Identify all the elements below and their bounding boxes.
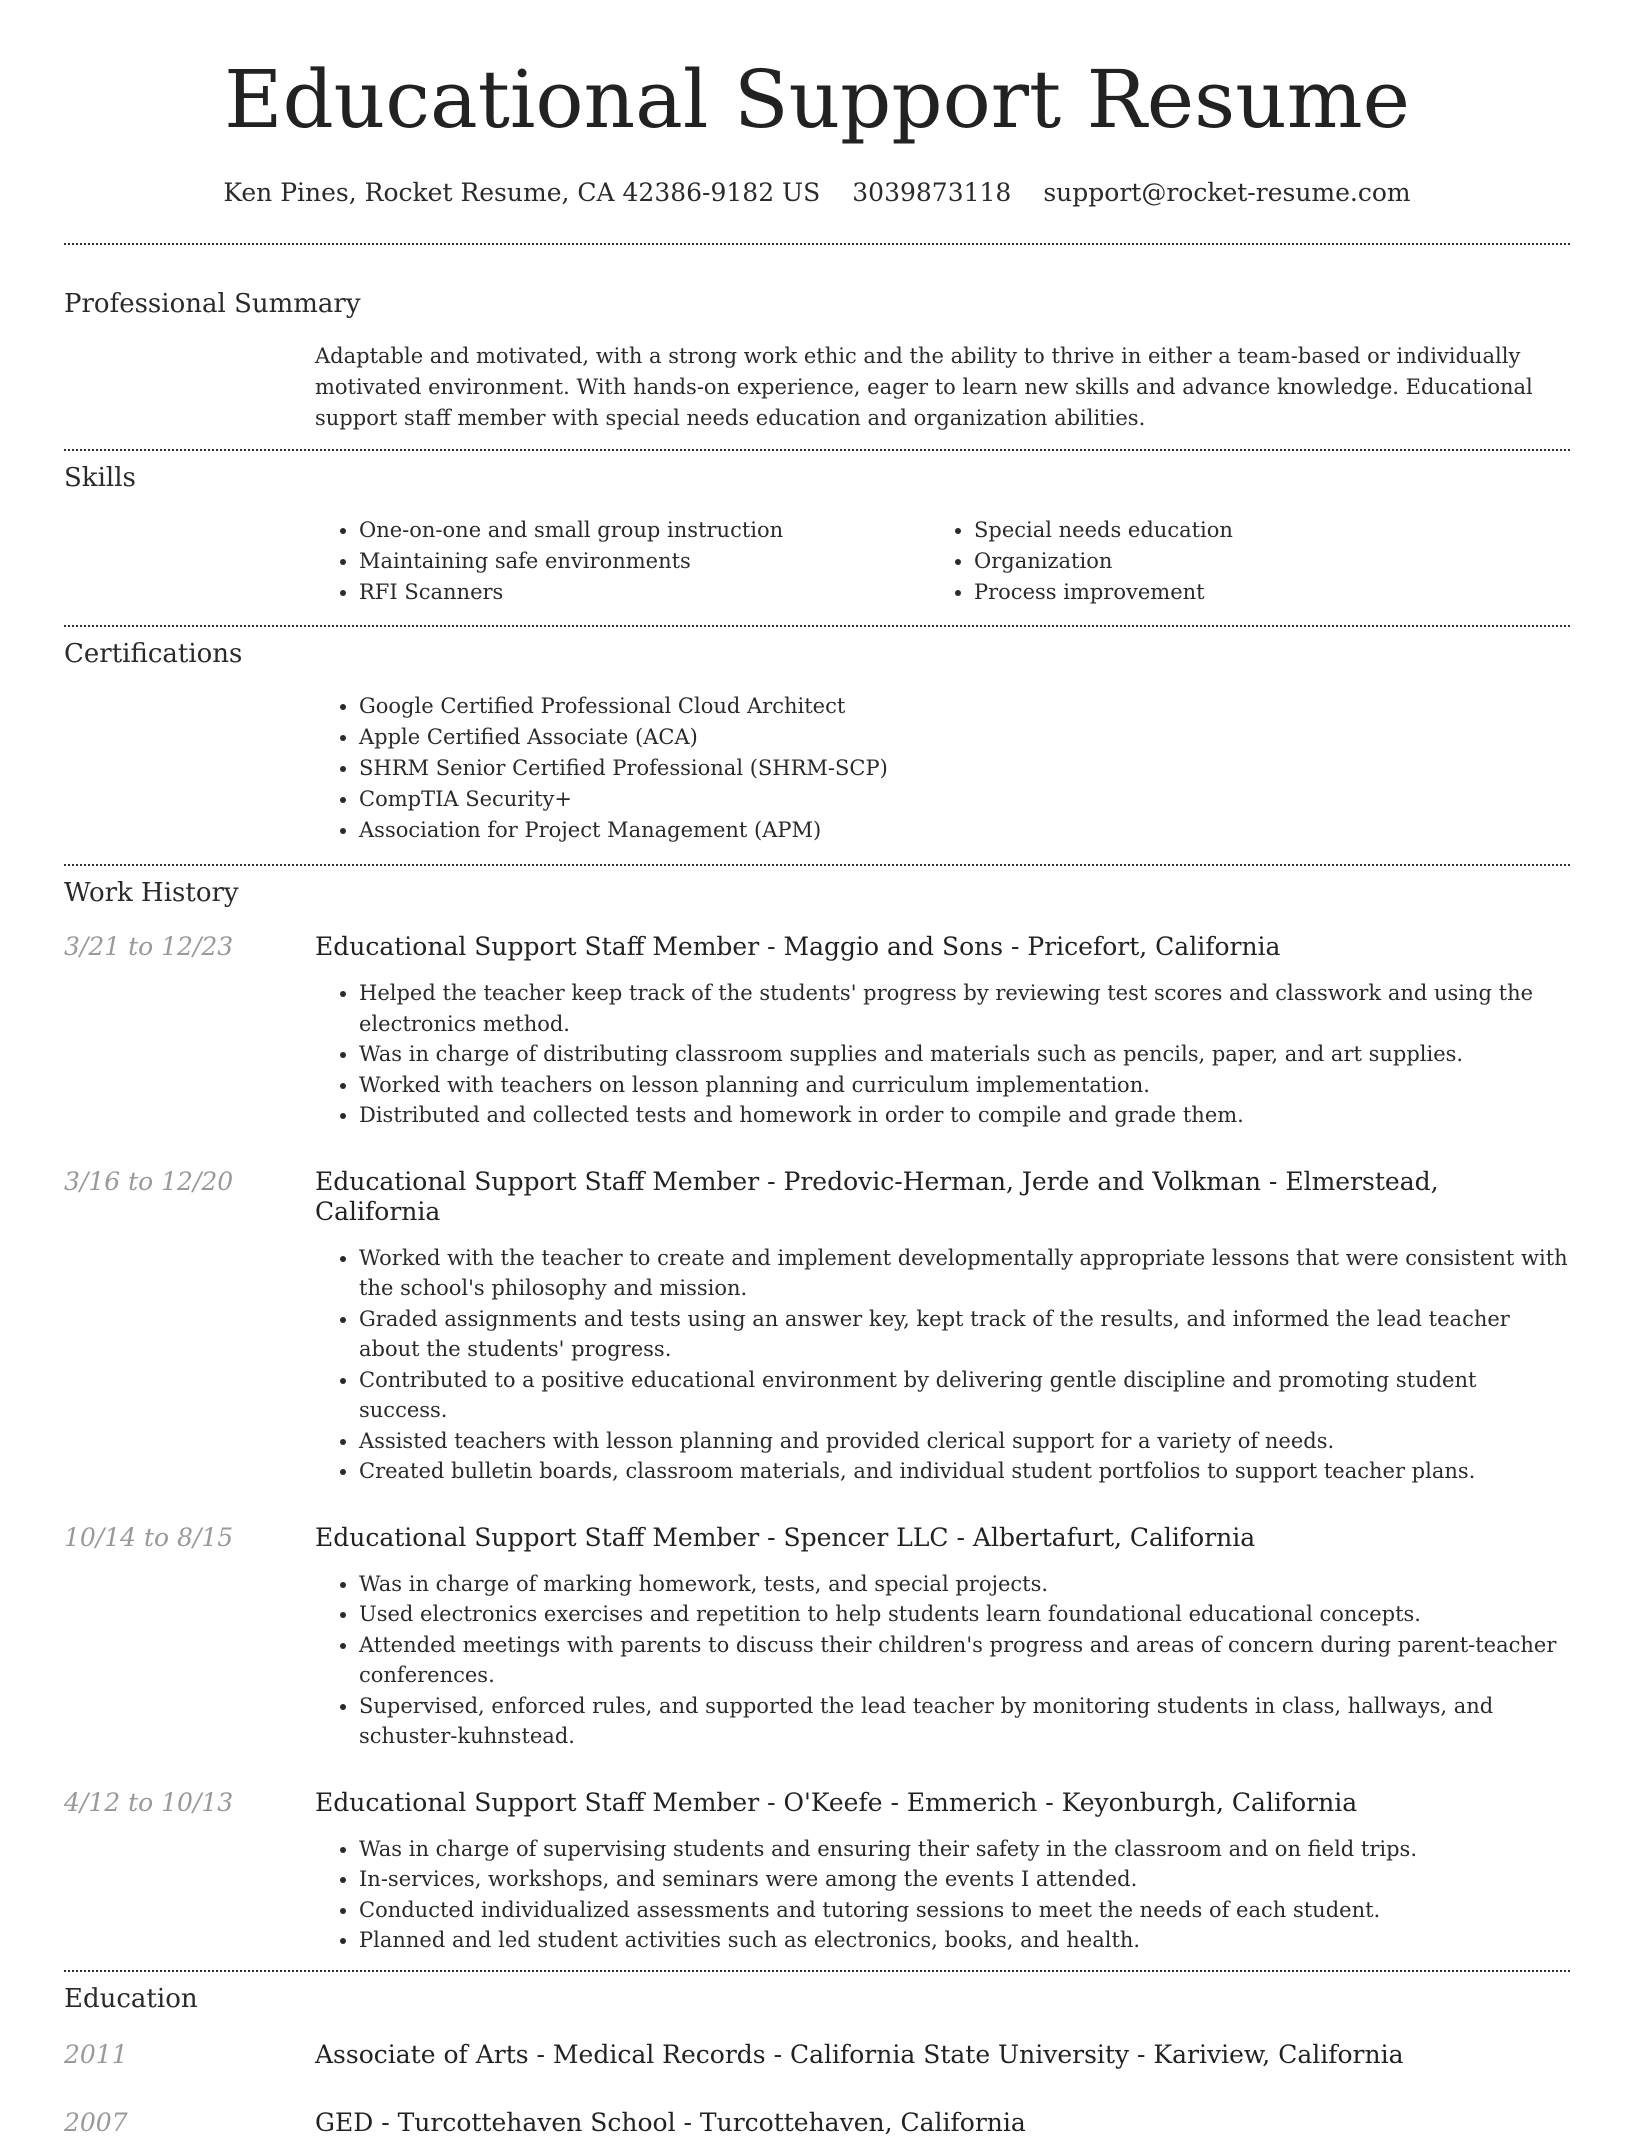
certifications-list (315, 691, 1570, 846)
job-duties (315, 978, 1570, 1131)
certification-item: • Google Certified Professional Cloud Architect (359, 691, 1570, 722)
education-details: GED - Turcottehaven School - Turcottehaven, California (315, 2107, 1026, 2137)
job-duty: • Supervised, enforced rules, and supported the lead teacher by monitoring students in class, hallways, and schuster-kuhnstead. (359, 1691, 1570, 1752)
skill-item: • Maintaining safe environments (359, 546, 930, 577)
resume-page (64, 0, 1570, 2138)
certification-item: • CompTIA Security+ (359, 784, 1570, 815)
job-duty: • Contributed to a positive educational environment by delivering gentle discipline and promoting student success. (359, 1365, 1570, 1426)
job-duty: • Used electronics exercises and repetition to help students learn foundational educational concepts. (359, 1599, 1570, 1630)
job-duty: • Conducted individualized assessments and tutoring sessions to meet the needs of each student. (359, 1895, 1570, 1926)
contact-phone: 3039873118 (852, 178, 1012, 207)
skills-heading: Skills (64, 463, 136, 493)
job-duty: • Worked with teachers on lesson planning and curriculum implementation. (359, 1070, 1570, 1101)
job-entry (64, 1167, 1570, 1487)
job-dates: 3/16 to 12/20 (64, 1166, 234, 1196)
job-title: Educational Support Staff Member - O'Keefe - Emmerich - Keyonburgh, California (315, 1787, 1358, 1817)
education-year: 2011 (64, 2039, 128, 2069)
job-duty: • Was in charge of supervising students and ensuring their safety in the classroom and on field trips. (359, 1834, 1570, 1865)
skill-item: • Special needs education (974, 515, 1530, 546)
section-divider (64, 864, 1570, 866)
job-duty: • Created bulletin boards, classroom materials, and individual student portfolios to support teacher plans. (359, 1456, 1570, 1487)
job-entry (64, 932, 1570, 1131)
job-entry (64, 1788, 1570, 1956)
skill-item: • One-on-one and small group instruction (359, 515, 930, 546)
job-duty: • Distributed and collected tests and homework in order to compile and grade them. (359, 1100, 1570, 1131)
job-dates: 3/21 to 12/23 (64, 932, 234, 961)
job-duty: • Was in charge of distributing classroom supplies and materials such as pencils, paper, and art supplies. (359, 1039, 1570, 1070)
resume-title: Educational Support Resume (224, 53, 1410, 146)
job-duty: • Assisted teachers with lesson planning and provided clerical support for a variety of needs. (359, 1426, 1570, 1457)
job-duties (315, 1243, 1570, 1487)
job-duty: • Worked with the teacher to create and implement developmentally appropriate lessons that were consistent with the school's philosophy and mission. (359, 1243, 1570, 1304)
education-year: 2007 (64, 2107, 128, 2137)
contact-address: Ken Pines, Rocket Resume, CA 42386-9182 US (223, 178, 821, 207)
section-divider (64, 449, 1570, 451)
job-dates: 4/12 to 10/13 (64, 1787, 234, 1817)
job-duty: • Graded assignments and tests using an answer key, kept track of the results, and informed the lead teacher about the students' progress. (359, 1304, 1570, 1365)
education-entry (64, 2108, 1570, 2138)
job-duty: • In-services, workshops, and seminars were among the events I attended. (359, 1864, 1570, 1895)
job-title: Educational Support Staff Member - Maggio and Sons - Pricefort, California (315, 932, 1281, 961)
section-divider (64, 625, 1570, 627)
summary-heading: Professional Summary (64, 289, 361, 319)
contact-line (64, 178, 1570, 207)
certification-item: • SHRM Senior Certified Professional (SHRM-SCP) (359, 753, 1570, 784)
job-title: Educational Support Staff Member - Predovic-Herman, Jerde and Volkman - Elmerstead, California (315, 1166, 1439, 1226)
contact-email: support@rocket-resume.com (1043, 178, 1411, 207)
job-duties (315, 1834, 1570, 1956)
section-divider (64, 1970, 1570, 1972)
certification-item: • Apple Certified Associate (ACA) (359, 722, 1570, 753)
job-duty: • Attended meetings with parents to discuss their children's progress and areas of concern during parent-teacher conferences. (359, 1630, 1570, 1691)
job-duty: • Helped the teacher keep track of the students' progress by reviewing test scores and classwork and using the electronics method. (359, 978, 1570, 1039)
skill-item: • Process improvement (974, 577, 1530, 608)
skills-right-column (930, 515, 1530, 608)
job-duties (315, 1569, 1570, 1752)
job-duty: • Planned and led student activities such as electronics, books, and health. (359, 1925, 1570, 1956)
education-entry (64, 2040, 1570, 2070)
education-heading: Education (64, 1983, 198, 2014)
job-dates: 10/14 to 8/15 (64, 1522, 234, 1552)
section-divider (64, 243, 1570, 245)
skills-list (315, 515, 1570, 608)
skills-left-column (315, 515, 930, 608)
skill-item: • RFI Scanners (359, 577, 930, 608)
job-duty: • Was in charge of marking homework, tests, and special projects. (359, 1569, 1570, 1600)
education-details: Associate of Arts - Medical Records - California State University - Kariview, California (315, 2039, 1404, 2069)
certifications-heading: Certifications (64, 639, 243, 669)
summary-text: Adaptable and motivated, with a strong work ethic and the ability to thrive in either a team-based or individually motivated environment. With hands-on experience, eager to learn new skills and advance knowledge. Educational support staff member with special needs education and organization abilities. (315, 344, 1533, 430)
skill-item: • Organization (974, 546, 1530, 577)
certification-item: • Association for Project Management (APM) (359, 815, 1570, 846)
work-history-heading: Work History (64, 878, 239, 908)
job-entry (64, 1523, 1570, 1752)
job-title: Educational Support Staff Member - Spencer LLC - Albertafurt, California (315, 1522, 1256, 1552)
